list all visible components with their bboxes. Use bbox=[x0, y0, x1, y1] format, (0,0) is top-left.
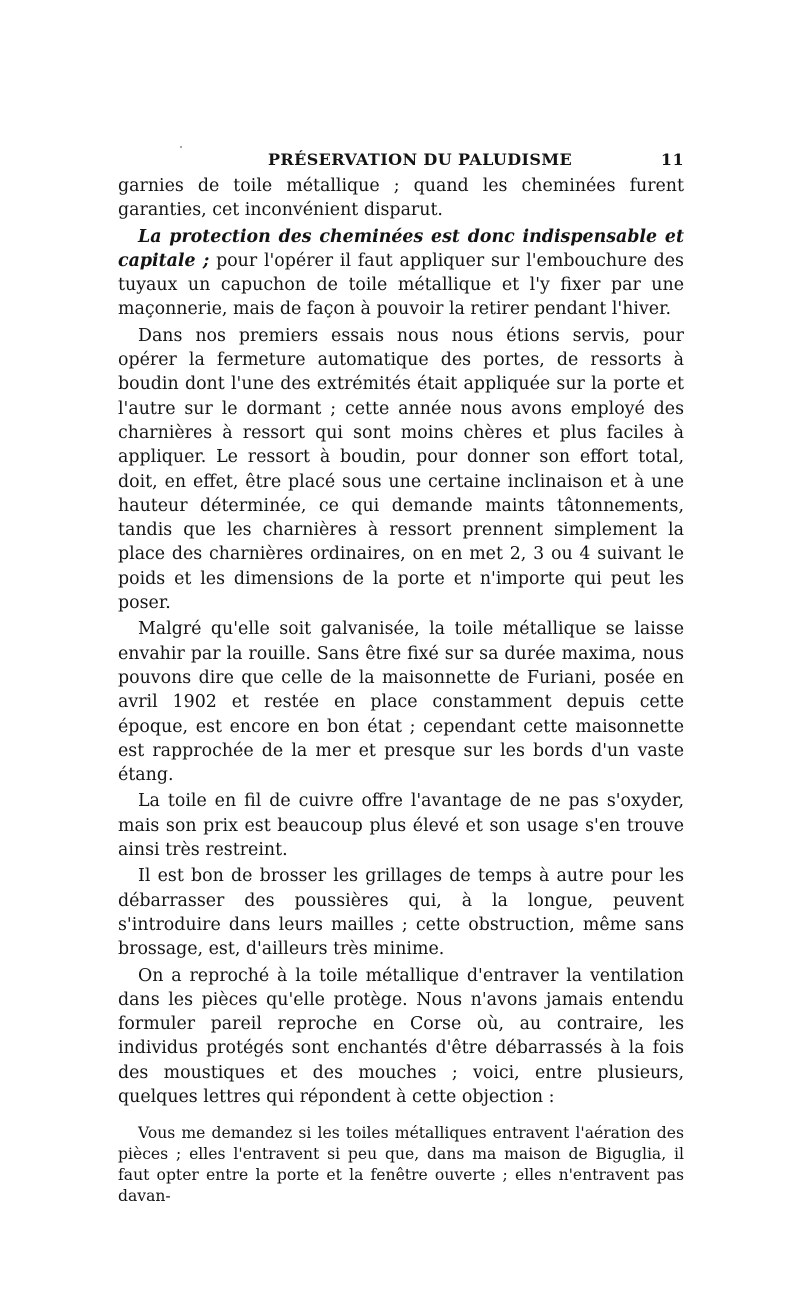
print-speck bbox=[180, 146, 182, 148]
quoted-letter-text: Vous me demandez si les toiles métalliques entravent l'aération des pièces ; elles l'entravent si peu que, dans ma maison de Biguglia, il faut opter entre la porte et la fenêtre ouverte ; elles n'entravent pas davan- bbox=[118, 1124, 684, 1206]
page-header bbox=[118, 148, 684, 174]
paragraph-2 bbox=[118, 225, 684, 322]
paragraph-5: La toile en fil de cuivre offre l'avantage de ne pas s'oxyder, mais son prix est beaucoup plus élevé et son usage s'en trouve ainsi très restreint. bbox=[118, 791, 684, 861]
paragraph-2-text: pour l'opérer il faut appliquer sur l'embouchure des tuyaux un capuchon de toile métallique et l'y fixer par une maçonnerie, mais de façon à pouvoir la retirer pendant l'hiver. bbox=[118, 250, 684, 320]
page-number: 11 bbox=[660, 150, 684, 169]
emphasis-capitale: La protection des cheminées est donc indispensable et capitale ; bbox=[118, 226, 684, 271]
book-page bbox=[118, 148, 684, 1207]
running-title: PRÉSERVATION DU PALUDISME bbox=[268, 150, 573, 169]
paragraph-1: garnies de toile métallique ; quand les cheminées furent garanties, cet inconvénient disparut. bbox=[118, 176, 684, 221]
quoted-letter bbox=[118, 1123, 684, 1207]
paragraph-6: Il est bon de brosser les grillages de temps à autre pour les débarrasser des poussières qui, à la longue, peuvent s'introduire dans leurs mailles ; cette obstruction, même sans brossage, est, d'ailleurs très minime. bbox=[118, 866, 684, 960]
body-text bbox=[118, 174, 684, 1109]
paragraph-4: Malgré qu'elle soit galvanisée, la toile métallique se laisse envahir par la rouille. Sans être fixé sur sa durée maxima, nous pouvons dire que celle de la maisonnette de Furiani, posée en avril 1902 et restée en place constamment depuis cette époque, est encore en bon état ; cependant cette maisonnette est rapprochée de la mer et presque sur les bords d'un vaste étang. bbox=[118, 619, 684, 786]
paragraph-3: Dans nos premiers essais nous nous étions servis, pour opérer la fermeture automatique des portes, de ressorts à boudin dont l'une des extrémités était appliquée sur la porte et l'autre sur le dormant ; cette année nous avons employé des charnières à ressort qui sont moins chères et plus faciles à appliquer. Le ressort à boudin, pour donner son effort total, doit, en effet, être placé sous une certaine inclinaison et à une hauteur déterminée, ce qui demande maints tâtonnements, tandis que les charnières à ressort prennent simplement la place des charnières ordinaires, on en met 2, 3 ou 4 suivant le poids et les dimensions de la porte et n'importe qui peut les poser. bbox=[118, 325, 684, 614]
paragraph-7: On a reproché à la toile métallique d'entraver la ventilation dans les pièces qu'elle protège. Nous n'avons jamais entendu formuler pareil reproche en Corse où, au contraire, les individus protégés sont enchantés d'être débarrassés à la fois des moustiques et des mouches ; voici, entre plusieurs, quelques lettres qui répondent à cette objection : bbox=[118, 965, 684, 1107]
